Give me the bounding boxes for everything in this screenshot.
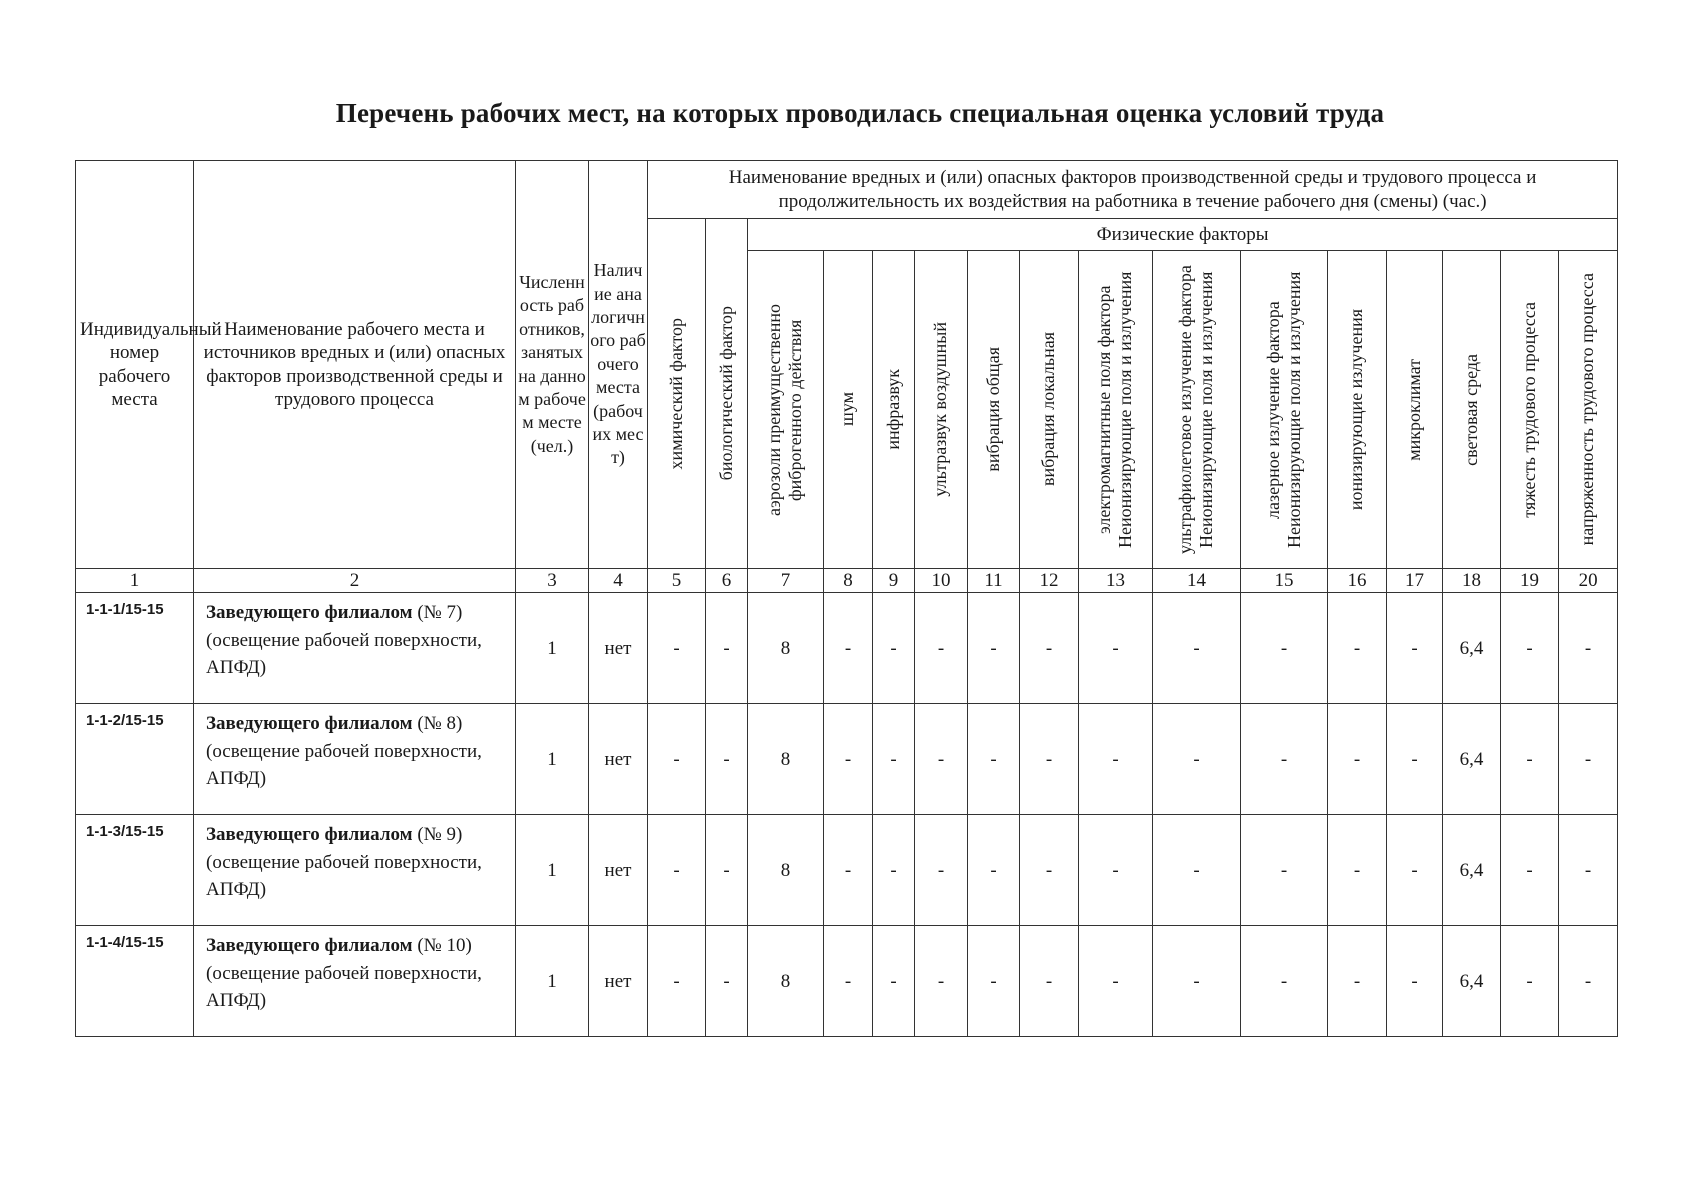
header-col13: электромагнитные поля фактора Неионизирующие поля и излучения xyxy=(1079,251,1153,569)
factor-value: 8 xyxy=(748,593,824,704)
worker-count: 1 xyxy=(516,926,589,1037)
worker-count: 1 xyxy=(516,593,589,704)
factor-value: - xyxy=(1387,704,1443,815)
factor-value: - xyxy=(1079,593,1153,704)
worker-count: 1 xyxy=(516,704,589,815)
column-numbers-row xyxy=(76,569,1618,593)
workplace-name-details: (№ 7) (освещение рабочей поверхности, АПФД) xyxy=(206,602,482,679)
factor-value: - xyxy=(1153,704,1241,815)
header-col2: Наименование рабочего места и источников вредных и (или) опасных факторов производственной среды и трудового процесса xyxy=(194,161,516,569)
factor-value: - xyxy=(824,593,873,704)
factor-value: - xyxy=(706,926,748,1037)
workplace-id: 1-1-1/15-15 xyxy=(76,593,194,704)
factor-value: - xyxy=(824,926,873,1037)
factor-value: - xyxy=(648,815,706,926)
factor-value: - xyxy=(1153,593,1241,704)
factor-value: - xyxy=(1501,704,1559,815)
header-col10: ультразвук воздушный xyxy=(915,251,968,569)
col-number: 7 xyxy=(748,569,824,593)
factor-value: 6,4 xyxy=(1443,704,1501,815)
factor-value: - xyxy=(1559,704,1618,815)
factor-value: - xyxy=(1079,704,1153,815)
header-col5: химический фактор xyxy=(648,219,706,569)
col-number: 15 xyxy=(1241,569,1328,593)
factor-value: - xyxy=(1153,926,1241,1037)
col-number: 10 xyxy=(915,569,968,593)
workplace-name-details: (№ 8) (освещение рабочей поверхности, АПФД) xyxy=(206,713,482,790)
workplaces-table xyxy=(75,160,1618,1037)
col-number: 20 xyxy=(1559,569,1618,593)
factor-value: - xyxy=(873,926,915,1037)
factor-value: - xyxy=(1501,815,1559,926)
factor-value: - xyxy=(1020,704,1079,815)
factor-value: - xyxy=(706,593,748,704)
factor-value: - xyxy=(1241,704,1328,815)
col-number: 17 xyxy=(1387,569,1443,593)
header-col9: инфразвук xyxy=(873,251,915,569)
col-number: 18 xyxy=(1443,569,1501,593)
factor-value: - xyxy=(873,593,915,704)
factor-value: - xyxy=(648,704,706,815)
factor-value: - xyxy=(915,704,968,815)
workplace-name xyxy=(194,593,516,704)
header-col19: тяжесть трудового процесса xyxy=(1501,251,1559,569)
factor-value: - xyxy=(968,704,1020,815)
analog-workplace: нет xyxy=(589,704,648,815)
analog-workplace: нет xyxy=(589,593,648,704)
col-number: 14 xyxy=(1153,569,1241,593)
col-number: 11 xyxy=(968,569,1020,593)
header-col1: Индивидуальный номер рабочего места xyxy=(76,161,194,569)
factor-value: - xyxy=(915,815,968,926)
col-number: 8 xyxy=(824,569,873,593)
col-number: 16 xyxy=(1328,569,1387,593)
factor-value: - xyxy=(824,815,873,926)
header-col7: аэрозоли преимущественно фиброгенного действия xyxy=(748,251,824,569)
factor-value: - xyxy=(1328,926,1387,1037)
factor-value: 8 xyxy=(748,926,824,1037)
header-col4: Наличие аналогичного рабочего места (рабочих мест) xyxy=(589,161,648,569)
header-col3: Численность работников, занятых на данном рабочем месте (чел.) xyxy=(516,161,589,569)
factor-value: - xyxy=(1559,815,1618,926)
workplace-name-details: (№ 10) (освещение рабочей поверхности, АПФД) xyxy=(206,935,482,1012)
col-number: 12 xyxy=(1020,569,1079,593)
factor-value: - xyxy=(1559,926,1618,1037)
workplace-name-title: Заведующего филиалом xyxy=(206,824,413,846)
factor-value: 6,4 xyxy=(1443,815,1501,926)
workplace-id: 1-1-3/15-15 xyxy=(76,815,194,926)
workplace-id: 1-1-4/15-15 xyxy=(76,926,194,1037)
workplace-name-title: Заведующего филиалом xyxy=(206,602,413,624)
factor-value: - xyxy=(915,926,968,1037)
factor-value: - xyxy=(1387,815,1443,926)
workplace-name-details: (№ 9) (освещение рабочей поверхности, АПФД) xyxy=(206,824,482,901)
factor-value: 6,4 xyxy=(1443,593,1501,704)
header-col17: микроклимат xyxy=(1387,251,1443,569)
factor-value: - xyxy=(1501,926,1559,1037)
workplace-name xyxy=(194,815,516,926)
col-number: 13 xyxy=(1079,569,1153,593)
workplace-name xyxy=(194,704,516,815)
analog-workplace: нет xyxy=(589,926,648,1037)
col-number: 1 xyxy=(76,569,194,593)
table-row xyxy=(76,815,1618,926)
factor-value: - xyxy=(1241,815,1328,926)
header-col12: вибрация локальная xyxy=(1020,251,1079,569)
factor-value: - xyxy=(1387,593,1443,704)
factor-value: - xyxy=(873,815,915,926)
col-number: 6 xyxy=(706,569,748,593)
factor-value: - xyxy=(915,593,968,704)
factor-value: - xyxy=(1501,593,1559,704)
factor-value: - xyxy=(1153,815,1241,926)
factor-value: - xyxy=(648,926,706,1037)
header-col18: световая среда xyxy=(1443,251,1501,569)
header-col8: шум xyxy=(824,251,873,569)
col-number: 4 xyxy=(589,569,648,593)
workplace-name-title: Заведующего филиалом xyxy=(206,713,413,735)
header-col20: напряженность трудового процесса xyxy=(1559,251,1618,569)
factor-value: - xyxy=(1020,593,1079,704)
factor-value: - xyxy=(873,704,915,815)
header-physical-group: Физические факторы xyxy=(748,219,1618,251)
factor-value: - xyxy=(1328,815,1387,926)
table-row xyxy=(76,704,1618,815)
factor-value: 8 xyxy=(748,815,824,926)
factor-value: - xyxy=(968,926,1020,1037)
analog-workplace: нет xyxy=(589,815,648,926)
factor-value: - xyxy=(706,704,748,815)
table-row xyxy=(76,926,1618,1037)
factor-value: - xyxy=(1328,704,1387,815)
header-col16: ионизирующие излучения xyxy=(1328,251,1387,569)
factor-value: - xyxy=(1241,926,1328,1037)
header-col14: ультрафиолетовое излучение фактора Неионизирующие поля и излучения xyxy=(1153,251,1241,569)
header-factors-group: Наименование вредных и (или) опасных факторов производственной среды и трудового процесса и продолжительность их воздействия на работника в течение рабочего дня (смены) (час.) xyxy=(648,161,1618,219)
header-col15: лазерное излучение фактора Неионизирующие поля и излучения xyxy=(1241,251,1328,569)
factor-value: - xyxy=(1559,593,1618,704)
factor-value: - xyxy=(1328,593,1387,704)
header-col11: вибрация общая xyxy=(968,251,1020,569)
factor-value: - xyxy=(1079,926,1153,1037)
factor-value: - xyxy=(1020,926,1079,1037)
workplace-id: 1-1-2/15-15 xyxy=(76,704,194,815)
col-number: 2 xyxy=(194,569,516,593)
col-number: 19 xyxy=(1501,569,1559,593)
factor-value: 8 xyxy=(748,704,824,815)
factor-value: - xyxy=(968,593,1020,704)
factor-value: - xyxy=(1079,815,1153,926)
worker-count: 1 xyxy=(516,815,589,926)
col-number: 9 xyxy=(873,569,915,593)
factor-value: - xyxy=(968,815,1020,926)
table-row xyxy=(76,593,1618,704)
col-number: 3 xyxy=(516,569,589,593)
header-col6: биологический фактор xyxy=(706,219,748,569)
factor-value: - xyxy=(824,704,873,815)
factor-value: - xyxy=(1387,926,1443,1037)
factor-value: - xyxy=(706,815,748,926)
factor-value: - xyxy=(1241,593,1328,704)
page-title: Перечень рабочих мест, на которых проводилась специальная оценка условий труда xyxy=(335,98,1385,128)
factor-value: - xyxy=(648,593,706,704)
workplace-name-title: Заведующего филиалом xyxy=(206,935,413,957)
workplace-name xyxy=(194,926,516,1037)
factor-value: - xyxy=(1020,815,1079,926)
factor-value: 6,4 xyxy=(1443,926,1501,1037)
col-number: 5 xyxy=(648,569,706,593)
